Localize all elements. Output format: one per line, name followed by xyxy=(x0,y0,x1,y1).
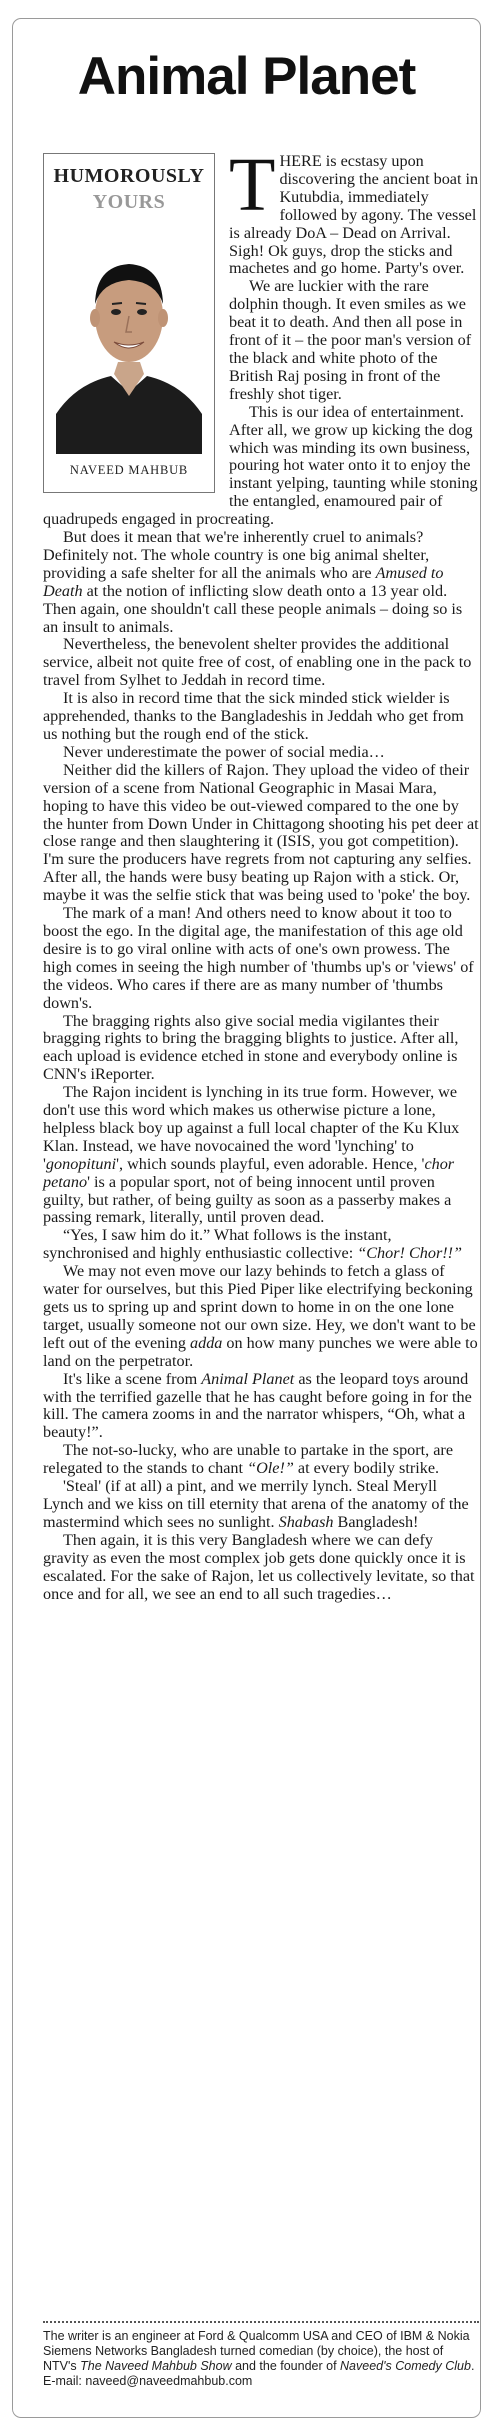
text-run: The Rajon incident is lynching in its true form. However, we don't use this word which makes us otherwise picture a lone, helpless black boy up against a full local chapter of the Ku Klux Klan. Instead, we have novocained the word 'lynching' to ' xyxy=(43,1083,460,1173)
article-page xyxy=(12,18,481,2418)
body-paragraph xyxy=(43,1227,479,1263)
text-run: E-mail: naveed@naveedmahbub.com xyxy=(43,2374,253,2388)
italic-text: adda xyxy=(190,1333,223,1352)
body-paragraph xyxy=(43,1263,479,1370)
text-run: But does it mean that we're inherently cruel to animals? Definitely not. The whole country is one big animal shelter, providing a safe shelter for all the animals who are xyxy=(43,528,430,582)
text-run: at the notion of inflicting slow death onto a 13 year old. Then again, one shouldn't call these people animals – doing so is an insult to animals. xyxy=(43,581,463,636)
body-paragraph xyxy=(43,529,479,636)
text-run: It's like a scene from xyxy=(63,1369,202,1388)
text-run: HERE is ecstasy upon discovering the ancient boat in Kutubdia, immediately followed by agony. The vessel is already DoA – Dead on Arrival. Sigh! Ok guys, drop the sticks and machetes and go home. Party's over. xyxy=(229,152,479,278)
text-run: “Yes, I saw him do it.” What follows is the instant, synchronised and highly enthusiastic collective: xyxy=(43,1226,392,1263)
body-paragraph xyxy=(43,1013,479,1085)
text-run: Then again, it is this very Bangladesh where we can defy gravity as even the most complex job gets done quickly once it is escalated. For the sake of Rajon, let us collectively levitate, so that once and for all, we see an end to all such tragedies… xyxy=(43,1530,475,1603)
column-badge xyxy=(43,153,215,493)
italic-text: The Naveed Mahbub Show xyxy=(80,2359,232,2373)
text-run: This is our idea of entertainment. After all, we grow up kicking the dog which was minding its own business, pouring hot water onto it to enjoy the instant yelping, taunting while stoning the entangled, enamoured pair of quadrupeds engaged in procreating. xyxy=(43,402,478,529)
italic-text: Naveed's Comedy Club xyxy=(340,2359,471,2373)
italic-text: gonopituni xyxy=(45,1154,117,1173)
italic-text: Shabash xyxy=(278,1512,334,1531)
text-run: The writer is an engineer at Ford & Qualcomm USA and CEO of IBM & Nokia Siemens Networks Bangladesh turned comedian (by choice), the host of NTV's xyxy=(43,2329,470,2373)
drop-cap: T xyxy=(229,143,276,227)
body-paragraph xyxy=(43,1532,479,1604)
text-run: The not-so-lucky, who are unable to partake in the sport, are relegated to the stands to chant xyxy=(43,1441,454,1478)
footer-divider xyxy=(43,2321,479,2323)
body-paragraph xyxy=(43,1478,479,1532)
text-run: as the leopard toys around with the terrified gazelle that he has caught before going in for the kill. The camera zooms in and the narrator whispers, “Oh, what a beauty!”. xyxy=(43,1369,472,1442)
author-name: NAVEED MAHBUB xyxy=(69,463,189,478)
text-run: ', which sounds playful, even adorable. Hence, ' xyxy=(116,1154,425,1173)
body-paragraph xyxy=(43,1084,479,1227)
body-paragraph xyxy=(43,905,479,1012)
text-run: The mark of a man! And others need to know about it too to boost the ego. In the digital age, the manifestation of this age old desire is to go viral online with acts of one's own prowess. The high comes in seeing the high number of 'thumbs up's or 'views' of the videos. Who cares if there are as many number of 'thumbs down's. xyxy=(43,904,474,1012)
text-run: . xyxy=(470,2359,475,2373)
italic-text: “Ole!” xyxy=(247,1459,294,1478)
text-run: Nevertheless, the benevolent shelter provides the additional service, albeit not quite free of cost, of enabling one in the pack to travel from Sylhet to Jeddah in record time. xyxy=(43,635,472,690)
article-body xyxy=(43,143,479,1603)
text-run: 'Steal' (if at all) a pint, and we merrily lynch. Steal Meryll Lynch and we kiss on till eternity that arena of the anatomy of the mastermind which sees no sunlight. xyxy=(43,1477,469,1531)
italic-text: Amused to Death xyxy=(43,563,444,600)
text-run: at every bodily strike. xyxy=(293,1459,440,1478)
author-note xyxy=(43,2329,479,2389)
body-paragraph xyxy=(43,762,479,905)
author-photo xyxy=(56,224,202,454)
body-paragraph xyxy=(43,636,479,690)
column-subheading: YOURS xyxy=(92,191,166,213)
body-paragraph xyxy=(43,1442,479,1478)
body-paragraph xyxy=(43,744,479,762)
text-run: on how many punches we were able to land on the perpetrator. xyxy=(43,1333,478,1370)
text-run: We are luckier with the rare dolphin though. It even smiles as we beat it to death. And then all pose in front of it – the poor man's version of the black and white photo of the British Raj posing in front of the freshly shot tiger. xyxy=(229,277,472,403)
text-run: and the founder of xyxy=(231,2359,341,2373)
text-run: It is also in record time that the sick minded stick wielder is apprehended, thanks to the Bangladeshis in Jeddah who get from us nothing but the rough end of the stick. xyxy=(43,689,464,743)
text-run: ' is a popular sport, not of being innocent until proven guilty, but rather, of being guilty as soon as a passerby makes a passing remark, literally, until proven dead. xyxy=(43,1172,452,1227)
author-note-text xyxy=(43,2329,479,2389)
body-paragraph xyxy=(43,690,479,744)
body-paragraph xyxy=(43,1371,479,1443)
text-run: The bragging rights also give social media vigilantes their bragging rights to bring the bragging blights to justice. After all, each upload is evidence etched in stone and everybody online is CNN's iReporter. xyxy=(43,1011,459,1084)
italic-text: “Chor! Chor!!” xyxy=(357,1244,463,1263)
column-heading: HUMOROUSLY xyxy=(53,165,205,187)
italic-text: chor petano xyxy=(43,1154,455,1191)
text-run: Neither did the killers of Rajon. They upload the video of their version of a scene from National Geographic in Masai Mara, hoping to have this video be out-viewed compared to the one by the hunter from Down Under in Chittagong shooting his pet deer at close range and then slaughtering it (ISIS, you got competition). I'm sure the producers have regrets from not capturing any selfies. After all, the hands were busy beating up Rajon with a stick. Or, maybe it was the selfie stick that was being used to 'poke' the boy. xyxy=(43,760,479,905)
article-title: Animal Planet xyxy=(77,47,416,106)
italic-text: Animal Planet xyxy=(201,1369,295,1388)
text-run: Never underestimate the power of social media… xyxy=(63,742,385,761)
text-run: Bangladesh! xyxy=(333,1512,419,1531)
text-run: We may not even move our lazy behinds to fetch a glass of water for ourselves, but this Pied Piper like electrifying beckoning gets us to spring up and sprint down to home in on the one lone target, usually someone not our own size. Hey, we don't want to be left out of the evening xyxy=(43,1262,476,1352)
